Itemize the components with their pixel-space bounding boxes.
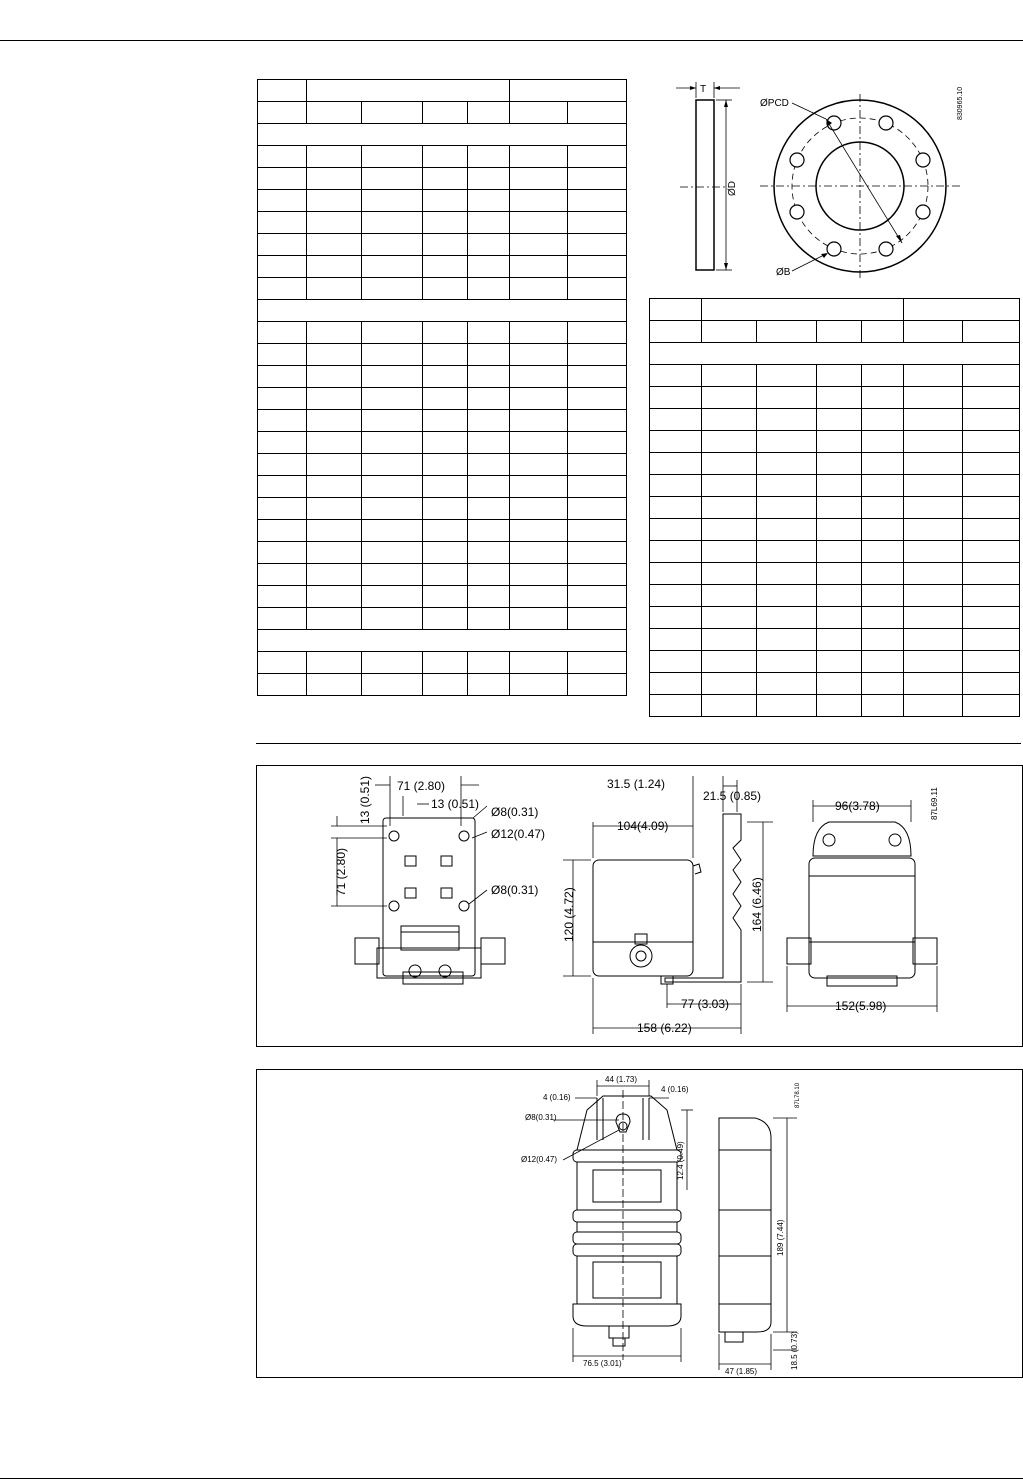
dim-left-4: 4 (0.16): [543, 1093, 571, 1102]
table-row: [258, 608, 627, 630]
table-row: [650, 519, 1020, 541]
table-row: [258, 168, 627, 190]
table-row: [650, 651, 1020, 673]
dim-depth-31-5: 31.5 (1.24): [607, 777, 666, 791]
table-row: [258, 388, 627, 410]
wall-mount-drawing-frame: [256, 765, 1023, 1047]
sensor-drawing-frame: [256, 1069, 1023, 1378]
table-row: [258, 344, 627, 366]
diameter-label: ØD: [727, 181, 738, 196]
dim-hole-12: Ø12(0.47): [521, 1155, 558, 1164]
table-row: [258, 80, 627, 102]
table-row: [258, 366, 627, 388]
table-row: [650, 541, 1020, 563]
table-row: [258, 674, 627, 696]
table-row: [258, 410, 627, 432]
table-row: [650, 607, 1020, 629]
dim-height-189: 189 (7.44): [776, 1219, 785, 1256]
dim-depth-158: 158 (6.22): [637, 1021, 692, 1035]
dim-body-104: 104(4.09): [617, 819, 669, 833]
header-rule: [0, 40, 1023, 41]
dim-offset-77: 77 (3.03): [681, 997, 730, 1011]
table-row: [650, 431, 1020, 453]
table-row: [258, 476, 627, 498]
dim-height-71: 71 (2.80): [334, 847, 348, 896]
wall-mount-drawing: [257, 766, 1022, 1046]
table-row: [650, 475, 1020, 497]
table-row: [650, 585, 1020, 607]
dim-hole-8-top: Ø8(0.31): [491, 805, 539, 819]
dim-offset-12-4: 12.4 (0.49): [676, 1141, 685, 1180]
table-row: [258, 146, 627, 168]
dim-width-44: 44 (1.73): [605, 1075, 638, 1084]
table-row: [650, 299, 1020, 321]
table-row: [650, 387, 1020, 409]
table-row: [650, 497, 1020, 519]
table-row: [650, 409, 1020, 431]
table-row: [650, 673, 1020, 695]
table-row: [258, 278, 627, 300]
dim-width-76-5: 76.5 (3.01): [583, 1359, 622, 1368]
table-section-row: [258, 300, 627, 322]
table-row: [258, 564, 627, 586]
table-row: [650, 629, 1020, 651]
table-row: [258, 256, 627, 278]
pcd-label: ØPCD: [760, 98, 789, 109]
dim-height-120: 120 (4.72): [562, 887, 576, 942]
table-section-row: [650, 343, 1020, 365]
dim-width-96: 96(3.78): [835, 799, 880, 813]
dim-bracket-21-5: 21.5 (0.85): [703, 789, 762, 803]
sensor-drawing: [257, 1070, 1022, 1377]
dim-hole-8: Ø8(0.31): [525, 1113, 557, 1122]
table-row: [258, 234, 627, 256]
dim-height-164: 164 (6.46): [750, 877, 764, 932]
table-row: [258, 102, 627, 124]
table-row: [650, 321, 1020, 343]
table-row: [650, 563, 1020, 585]
table-row: [258, 542, 627, 564]
drawing-code: 830965.10: [957, 86, 964, 120]
drawing-code-sensor: 87L78.10: [795, 1082, 801, 1108]
table-row: [258, 652, 627, 674]
table-row: [258, 586, 627, 608]
table-row: [258, 212, 627, 234]
table-row: [258, 454, 627, 476]
table-section-row: [258, 124, 627, 146]
table-row: [258, 190, 627, 212]
dim-depth-47: 47 (1.85): [725, 1367, 758, 1376]
thickness-label: T: [700, 84, 707, 95]
flange-table-right: [649, 298, 1020, 717]
dim-width-71: 71 (2.80): [397, 779, 446, 793]
footer-rule: [0, 1478, 1023, 1479]
table-row: [258, 498, 627, 520]
dim-hole-12: Ø12(0.47): [491, 827, 546, 841]
table-row: [650, 365, 1020, 387]
table-row: [258, 520, 627, 542]
bolt-hole-label: ØB: [776, 267, 791, 278]
dim-width-152: 152(5.98): [835, 999, 887, 1013]
drawing-code-wall-mount: 87L69.11: [930, 787, 939, 820]
dim-right-4: 4 (0.16): [661, 1085, 689, 1094]
table-section-row: [258, 630, 627, 652]
table-row: [650, 695, 1020, 717]
table-row: [258, 432, 627, 454]
table-row: [650, 453, 1020, 475]
flange-drawing: [640, 76, 970, 288]
section-rule: [256, 743, 1021, 744]
dim-offset-13-top: 13 (0.51): [358, 775, 372, 824]
table-row: [258, 322, 627, 344]
dim-offset-13-side: 13 (0.51): [431, 797, 480, 811]
dim-base-18-5: 18.5 (0.73): [790, 1331, 799, 1370]
dim-hole-8-lower: Ø8(0.31): [491, 883, 539, 897]
flange-table-left: [257, 79, 627, 696]
